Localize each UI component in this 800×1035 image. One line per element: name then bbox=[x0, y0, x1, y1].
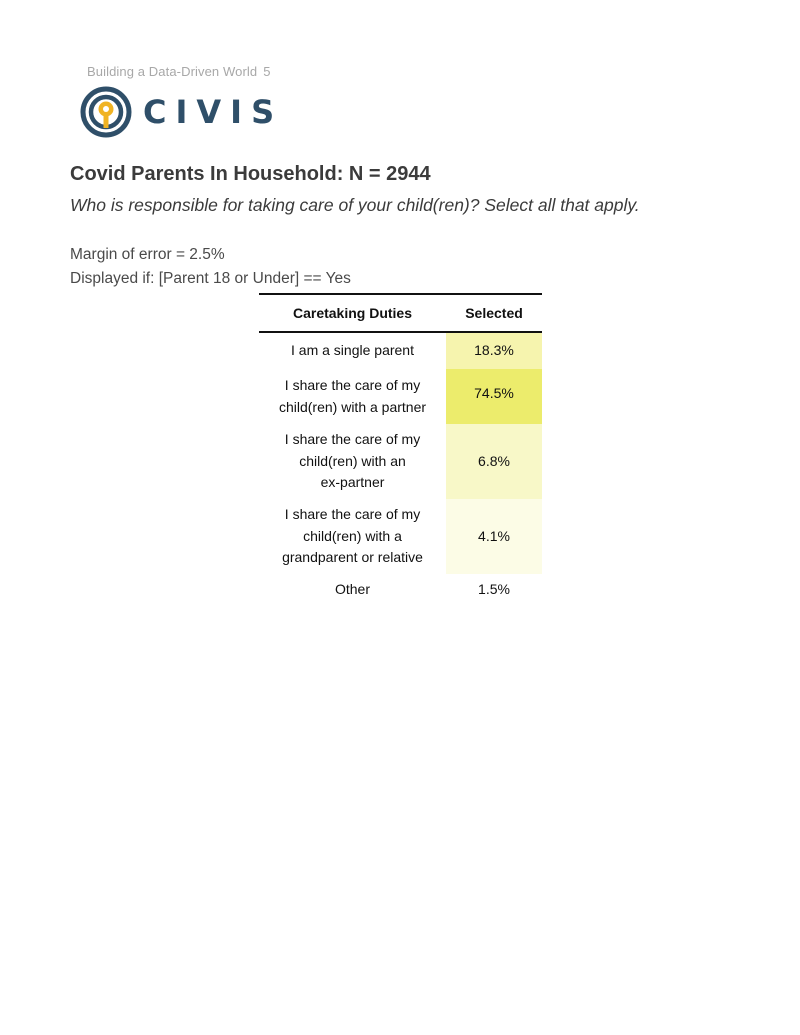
civis-logo-mark bbox=[78, 84, 134, 140]
row-label-line: I share the care of my bbox=[284, 506, 421, 523]
row-label bbox=[259, 369, 446, 424]
column-header-duties: Caretaking Duties bbox=[259, 294, 446, 332]
row-label-line: ex-partner bbox=[320, 474, 385, 491]
margin-of-error: Margin of error = 2.5% bbox=[70, 246, 225, 263]
row-label-line: grandparent or relative bbox=[282, 549, 423, 566]
page-title: Covid Parents In Household: N = 2944 bbox=[70, 163, 431, 185]
row-label-line: child(ren) with an bbox=[299, 452, 406, 469]
row-label bbox=[259, 424, 446, 499]
running-header bbox=[87, 64, 271, 79]
row-label bbox=[259, 499, 446, 574]
table-header-row bbox=[259, 294, 542, 332]
row-value: 6.8% bbox=[446, 424, 542, 499]
display-condition: Displayed if: [Parent 18 or Under] == Yes bbox=[70, 270, 351, 287]
row-value: 18.3% bbox=[446, 332, 542, 369]
row-label-line: child(ren) with a bbox=[303, 527, 402, 544]
table-row bbox=[259, 332, 542, 369]
row-label-line: I share the care of my bbox=[284, 377, 421, 393]
page-number: 5 bbox=[263, 64, 271, 79]
row-label-line: Other bbox=[334, 581, 370, 598]
row-label bbox=[259, 574, 446, 606]
row-label-line: I am a single parent bbox=[291, 342, 414, 359]
civis-logo-text: CIVIS bbox=[143, 93, 284, 131]
row-value: 1.5% bbox=[446, 574, 542, 606]
table-row bbox=[259, 499, 542, 574]
row-value: 4.1% bbox=[446, 499, 542, 574]
table-row bbox=[259, 574, 542, 606]
row-label-line: I share the care of my bbox=[284, 431, 421, 448]
table-row bbox=[259, 424, 542, 499]
column-header-selected: Selected bbox=[446, 294, 542, 332]
survey-question: Who is responsible for taking care of your child(ren)? Select all that apply. bbox=[70, 195, 640, 215]
table-row bbox=[259, 369, 542, 424]
row-value: 74.5% bbox=[446, 369, 542, 424]
row-label bbox=[259, 332, 446, 369]
results-table bbox=[259, 293, 542, 606]
row-label-line: child(ren) with a partner bbox=[278, 398, 427, 415]
civis-logo bbox=[78, 84, 284, 140]
running-title: Building a Data-Driven World bbox=[87, 64, 258, 79]
